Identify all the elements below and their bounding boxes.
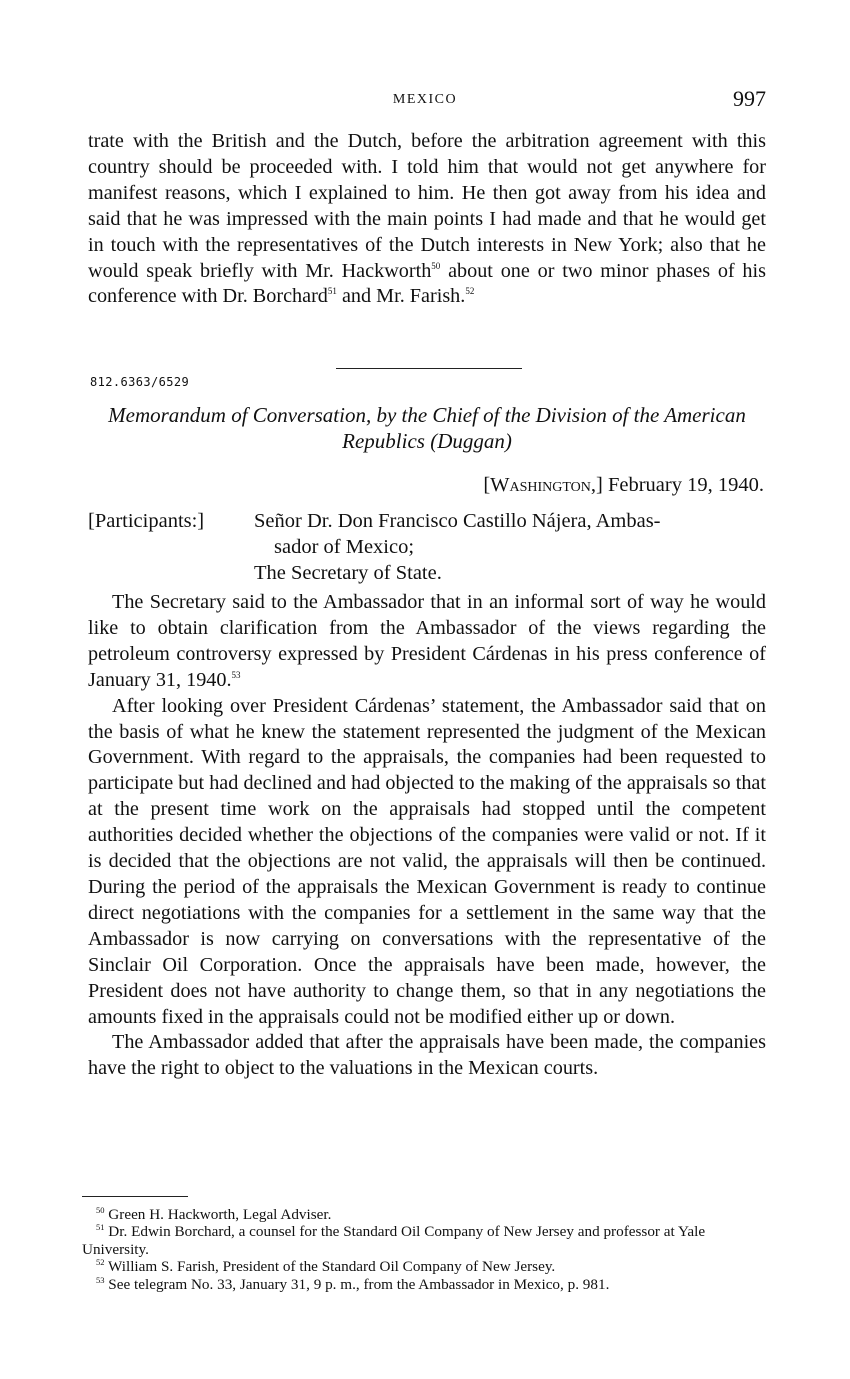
footnote-marker: 53 — [96, 1274, 105, 1285]
continuation-text-1: trate with the British and the Dutch, before the arbitration agreement with this country should be proceeded with. I told him that would not get anywhere for manifest reasons, which I explained to him. He then got away from his idea and said that he was impressed with the main points I had made and that he would get in touch with the representatives of the Dutch interests in New York; also that he would speak briefly with Mr. Hackworth — [88, 130, 766, 282]
memo-title: Memorandum of Conversation, by the Chief of the Division of the American Republics (Duggan) — [108, 403, 746, 453]
footnote-ref-51[interactable]: 51 — [327, 286, 337, 297]
dateline-place: [Washington,] — [483, 474, 603, 496]
footnote-50 — [82, 1206, 770, 1223]
continuation-paragraph — [88, 129, 766, 310]
section-divider — [336, 368, 522, 369]
participants-row — [88, 534, 766, 560]
footnote-marker: 50 — [96, 1205, 105, 1215]
participant-ambassador-cont: sador of Mexico; — [274, 536, 415, 558]
footnote-53 — [82, 1276, 770, 1293]
running-title: MEXICO — [392, 92, 458, 107]
running-header — [0, 86, 850, 116]
footnote-text: See telegram No. 33, January 31, 9 p. m., from the Ambassador in Mexico, p. 981. — [104, 1275, 610, 1293]
footnote-ref-50[interactable]: 50 — [431, 260, 441, 271]
participant-ambassador: Señor Dr. Don Francisco Castillo Nájera, Ambas- — [254, 510, 661, 532]
participants-block — [88, 508, 766, 586]
paragraph-3: The Ambassador added that after the appraisals have been made, the companies have the right to object to the valuations in the Mexican courts. — [88, 1031, 766, 1080]
footnote-rule — [82, 1196, 188, 1197]
participants-row — [88, 508, 766, 534]
footnote-ref-53[interactable]: 53 — [231, 669, 241, 680]
paragraph-1 — [88, 590, 766, 694]
paragraph-2: After looking over President Cárdenas’ statement, the Ambassador said that on the basis of what he knew the statement represented the judgment of the Mexican Government. With regard to the appraisals, the companies had been requested to participate but had declined and had objected to the making of the appraisals so that at the present time work on the appraisals had stopped until the competent authorities decided whether the objections of the companies were valid or not. If it is decided that the objections are not valid, the appraisals will then be continued. During the period of the appraisals the Mexican Government is ready to continue direct negotiations with the companies for a settlement in the same way that the Ambassador is now carrying on conversations with the representative of the Sinclair Oil Corporation. Once the appraisals have been made, however, the President does not have authority to change them, so that in any negotiations the amounts fixed in the appraisals could not be modified either up or down. — [88, 694, 766, 1028]
page-number: 997 — [733, 86, 766, 111]
footnotes — [82, 1206, 770, 1293]
continuation-text-3: and Mr. Farish. — [336, 285, 466, 308]
footnote-ref-52[interactable]: 52 — [465, 286, 475, 297]
footnote-51 — [82, 1223, 770, 1258]
participants-row — [88, 560, 766, 586]
footnote-text: William S. Farish, President of the Standard Oil Company of New Jersey. — [104, 1258, 556, 1276]
participants-label: [Participants:] — [88, 510, 205, 532]
dateline-date: February 19, 1940. — [602, 474, 764, 496]
footnote-marker: 52 — [96, 1257, 105, 1268]
footnote-marker: 51 — [96, 1222, 105, 1233]
memo-body — [88, 590, 766, 1082]
file-number: 812.6363/6529 — [90, 375, 190, 389]
participant-secretary: The Secretary of State. — [254, 562, 442, 584]
footnote-text: Dr. Edwin Borchard, a counsel for the Standard Oil Company of New Jersey and professor at Yale University. — [82, 1223, 706, 1258]
footnote-text: Green H. Hackworth, Legal Adviser. — [104, 1206, 332, 1223]
continuation-text-2: about one or two minor phases of his conference with Dr. Borchard — [88, 259, 766, 308]
paragraph-1-text: The Secretary said to the Ambassador that in an informal sort of way he would like to obtain clarification from the Ambassador of the views regarding the petroleum controversy expressed by President Cárdenas in his press conference of January 31, 1940. — [88, 591, 766, 691]
dateline — [483, 472, 764, 498]
footnote-52 — [82, 1258, 770, 1275]
